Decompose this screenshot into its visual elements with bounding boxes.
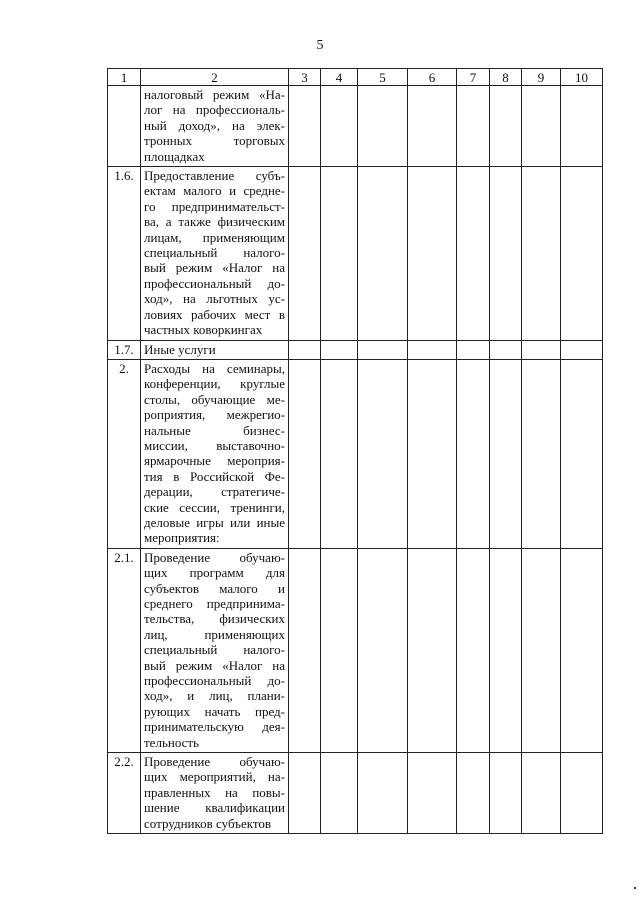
description-line: частных коворкингах [144,322,263,338]
empty-cell [289,167,321,340]
description-line: ские сессии, тренинги, [144,499,285,515]
description-line: столы, обучающие ме- [144,391,285,407]
empty-cell [289,86,321,167]
description-line: роприятия, межрегио- [144,407,285,423]
description-line: ход», на льготных ус- [144,291,285,307]
description-line: ярмарочные мероприя- [144,453,285,469]
description-line: вый режим «Налог на [144,260,285,276]
description-line: рующих начать пред- [144,703,285,719]
description-line: тронных торговых [144,133,285,149]
description-line: щих мероприятий, на- [144,769,285,785]
empty-cell [358,359,408,548]
empty-cell [408,86,457,167]
empty-cell [457,359,490,548]
table-header-row [108,69,603,86]
empty-cell [358,340,408,359]
column-header: 3 [289,69,321,86]
table-row [108,86,603,167]
empty-cell [289,359,321,548]
empty-cell [321,167,358,340]
empty-cell [358,753,408,834]
description-line: площадках [144,148,205,164]
table-row [108,753,603,834]
description-line: налоговый режим «На- [144,87,285,102]
row-number: 2.1. [108,548,141,752]
description-line: среднего предпринима- [144,596,285,611]
empty-cell [561,753,603,834]
empty-cell [358,548,408,752]
description-line: Проведение обучаю- [144,549,285,565]
row-description [141,753,289,834]
description-line: тия в Российской Фе- [144,468,285,484]
description-line: ва, а также физическим [144,214,285,230]
empty-cell [408,340,457,359]
table-row [108,359,603,548]
description-line: лиц, применяющих [144,626,285,642]
column-header: 8 [490,69,522,86]
row-description [141,359,289,548]
table-row [108,167,603,340]
empty-cell [457,753,490,834]
empty-cell [522,340,561,359]
empty-cell [522,167,561,340]
description-line: щих программ для [144,565,285,581]
scan-dot [634,887,636,889]
row-number: 2.2. [108,753,141,834]
empty-cell [490,167,522,340]
row-number: 1.6. [108,167,141,340]
empty-cell [561,86,603,167]
row-number: 1.7. [108,340,141,359]
description-line: лицам, применяющим [144,229,285,245]
description-line: ловиях рабочих мест в [144,306,285,322]
empty-cell [358,167,408,340]
budget-table [107,68,603,834]
description-line: деловые игры или иные [144,514,285,530]
description-line: ектам малого и средне- [144,183,285,199]
column-header: 2 [141,69,289,86]
empty-cell [522,359,561,548]
empty-cell [408,548,457,752]
empty-cell [490,340,522,359]
description-line: Проведение обучаю- [144,754,285,770]
empty-cell [321,359,358,548]
description-line: принимательскую дея- [144,719,285,735]
empty-cell [408,359,457,548]
table-row [108,340,603,359]
empty-cell [408,753,457,834]
column-header: 5 [358,69,408,86]
description-line: Расходы на семинары, [144,360,285,376]
description-line: шение квалификации [144,800,285,816]
empty-cell [490,359,522,548]
empty-cell [561,340,603,359]
description-line: специальный налого- [144,245,285,261]
empty-cell [289,340,321,359]
empty-cell [561,167,603,340]
empty-cell [321,86,358,167]
row-description [141,548,289,752]
empty-cell [321,753,358,834]
description-line: специальный налого- [144,642,285,658]
empty-cell [408,167,457,340]
description-line: тельность [144,734,200,750]
description-line: Иные услуги [144,341,216,357]
empty-cell [457,548,490,752]
description-line: субъектов малого и [144,580,285,596]
description-line: вый режим «Налог на [144,657,285,673]
column-header: 10 [561,69,603,86]
column-header: 1 [108,69,141,86]
description-line: нальные бизнес- [144,422,285,438]
empty-cell [490,753,522,834]
description-line: конференции, круглые [144,376,285,392]
page-number: 5 [316,38,324,53]
description-line: сотрудников субъектов [144,815,272,831]
empty-cell [358,86,408,167]
empty-cell [561,359,603,548]
description-line: ход», и лиц, плани- [144,688,285,704]
empty-cell [490,86,522,167]
row-number: 2. [108,359,141,548]
row-number [108,86,141,167]
empty-cell [561,548,603,752]
description-line: тельства, физических [144,611,285,627]
description-line: миссии, выставочно- [144,437,285,453]
description-line: мероприятия: [144,530,220,546]
column-header: 6 [408,69,457,86]
description-line: го предпринимательст- [144,198,285,214]
empty-cell [457,167,490,340]
table-row [108,548,603,752]
description-line: лог на профессиональ- [144,102,285,118]
empty-cell [321,340,358,359]
row-description [141,167,289,340]
column-header: 9 [522,69,561,86]
empty-cell [289,753,321,834]
empty-cell [522,86,561,167]
empty-cell [457,86,490,167]
row-description [141,86,289,167]
column-header: 7 [457,69,490,86]
description-line: правленных на повы- [144,784,285,800]
empty-cell [457,340,490,359]
empty-cell [522,548,561,752]
empty-cell [321,548,358,752]
empty-cell [490,548,522,752]
column-header: 4 [321,69,358,86]
empty-cell [522,753,561,834]
description-line: ный доход», на элек- [144,117,285,133]
description-line: Предоставление субъ- [144,168,285,184]
empty-cell [289,548,321,752]
description-line: профессиональный до- [144,275,285,291]
description-line: профессиональный до- [144,673,285,689]
description-line: дерации, стратегиче- [144,484,285,500]
row-description [141,340,289,359]
